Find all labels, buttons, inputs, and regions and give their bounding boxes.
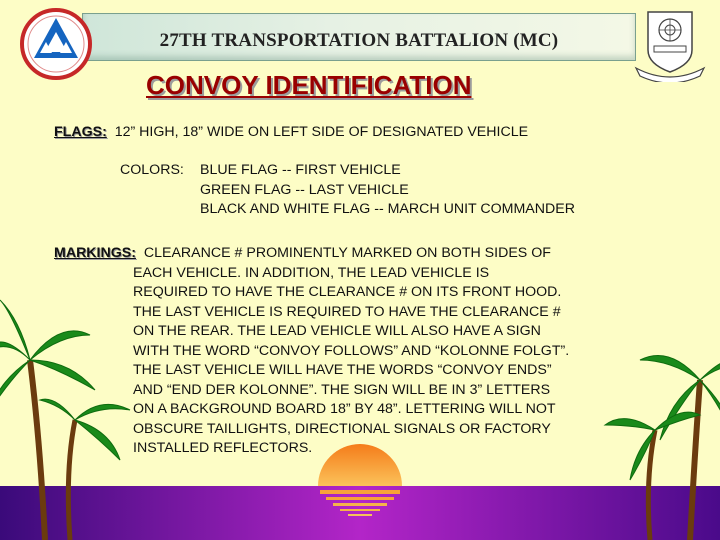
markings-line: WITH THE WORD “CONVOY FOLLOWS” AND “KOLONNE FOLGT”. [133, 342, 570, 359]
color-item: GREEN FLAG -- LAST VEHICLE [200, 181, 409, 198]
ground-band [0, 486, 720, 540]
markings-line: INSTALLED REFLECTORS. [133, 440, 313, 456]
markings-line: AND “END DER KOLONNE”. THE SIGN WILL BE IN 3” LETTERS [133, 381, 551, 398]
colors-section [120, 161, 575, 220]
flags-section [54, 123, 528, 143]
markings-line: THE LAST VEHICLE WILL HAVE THE WORDS “CONVOY ENDS” [133, 362, 552, 378]
markings-label: MARKINGS: [54, 245, 136, 261]
page-title: CONVOY IDENTIFICATION [146, 70, 472, 100]
unit-crest-icon [630, 6, 710, 82]
colors-label: COLORS: [120, 162, 184, 178]
markings-line: EACH VEHICLE. IN ADDITION, THE LEAD VEHICLE IS [133, 264, 490, 281]
markings-line: THE LAST VEHICLE IS REQUIRED TO HAVE THE CLEARANCE # [133, 303, 561, 320]
markings-line: ON A BACKGROUND BOARD 18” BY 48”. LETTERING WILL NOT [133, 401, 556, 417]
markings-line: REQUIRED TO HAVE THE CLEARANCE # ON ITS FRONT HOOD. [133, 284, 562, 300]
title-banner [82, 13, 636, 61]
markings-line: OBSCURE TAILLIGHTS, DIRECTIONAL SIGNALS OR FACTORY [133, 420, 551, 437]
markings-line: CLEARANCE # PROMINENTLY MARKED ON BOTH SIDES OF [143, 245, 551, 261]
flags-label: FLAGS: [54, 124, 107, 140]
markings-section [54, 244, 644, 459]
banner-title: 27TH TRANSPORTATION BATTALION (MC) [159, 30, 559, 51]
flags-text: 12” HIGH, 18” WIDE ON LEFT SIDE OF DESIGNATED VEHICLE [114, 124, 529, 140]
color-item: BLUE FLAG -- FIRST VEHICLE [200, 162, 401, 178]
color-item: BLACK AND WHITE FLAG -- MARCH UNIT COMMANDER [200, 201, 575, 217]
markings-line: ON THE REAR. THE LEAD VEHICLE WILL ALSO HAVE A SIGN [133, 323, 541, 339]
battalion-logo-icon [18, 6, 94, 82]
